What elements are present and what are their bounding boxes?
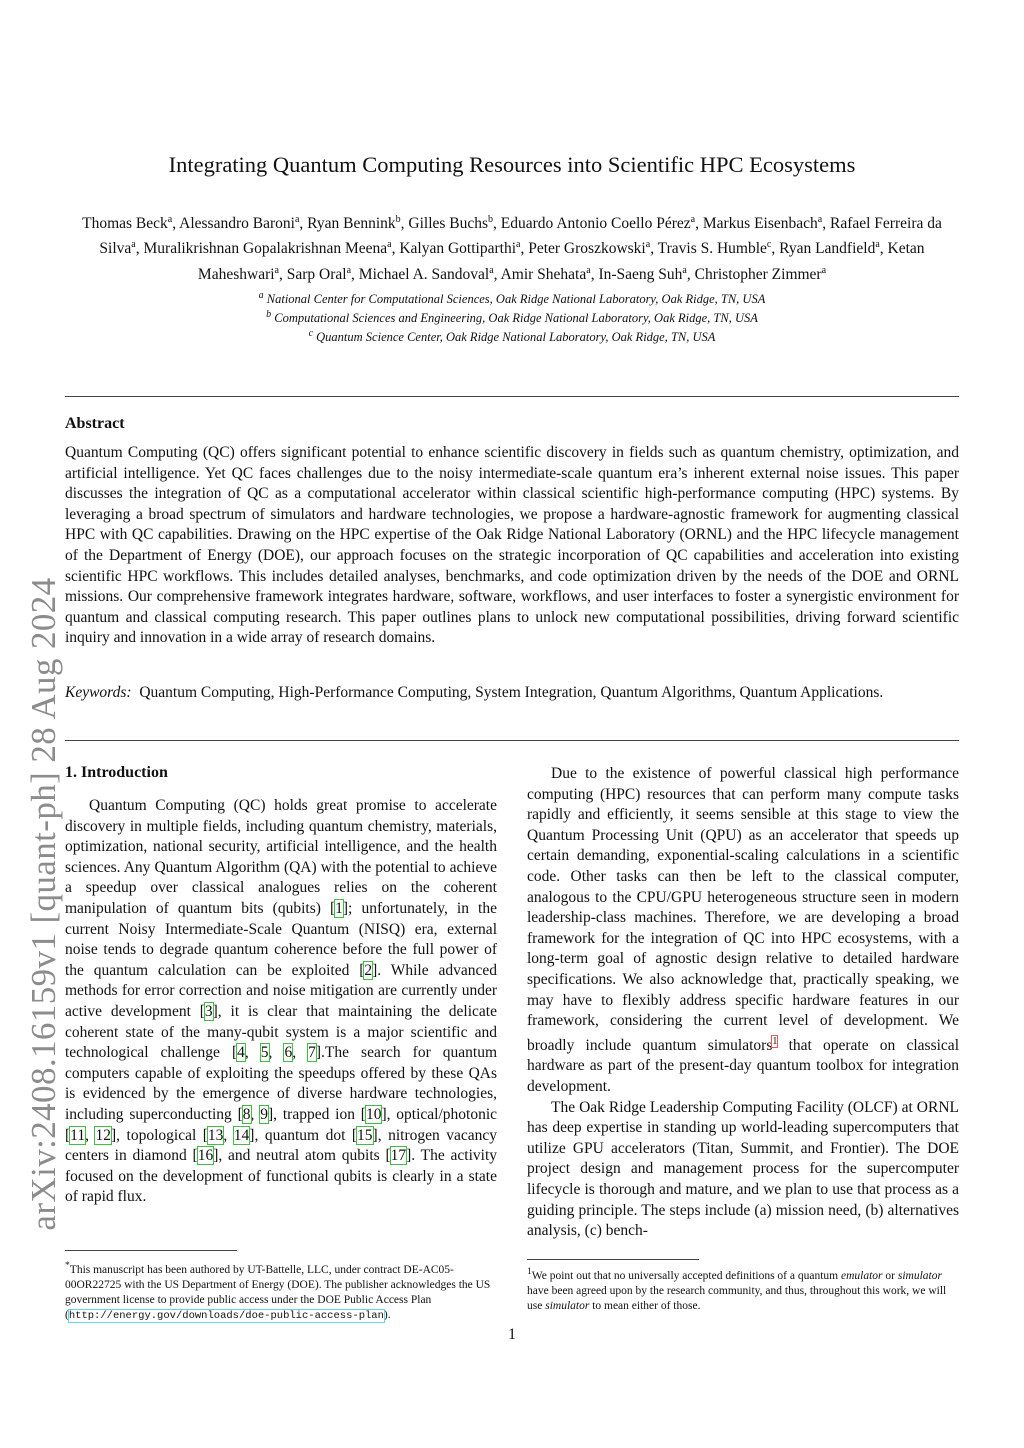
- footnote-rule-left: [65, 1250, 237, 1251]
- footnote-1: $^1$We point out that no universally accepted definitions of a quantum emulator or simulator have been agreed upon by the research community, and thus, throughout this work, we will use simulator to mean either of those.: [527, 1266, 947, 1312]
- citation-link[interactable]: 9: [260, 1105, 268, 1123]
- affiliation-c: $^c$ Quantum Science Center, Oak Ridge National Laboratory, Oak Ridge, TN, USA: [308, 328, 716, 345]
- citation-link[interactable]: 14: [233, 1126, 250, 1144]
- paper-title: Integrating Quantum Computing Resources into Scientific HPC Ecosystems: [168, 152, 856, 177]
- citation-link[interactable]: 12: [95, 1126, 111, 1144]
- keywords: [65, 683, 959, 704]
- keywords-label: Keywords:: [65, 684, 132, 701]
- citation-link[interactable]: 15: [357, 1126, 373, 1144]
- citation-link[interactable]: 16: [197, 1147, 214, 1165]
- citation-link[interactable]: 2: [364, 961, 373, 979]
- citation-link[interactable]: 6: [284, 1044, 293, 1062]
- author-list: Thomas Beck$^a$, Alessandro Baroni$^a$, Ryan Bennink$^b$, Gilles Buchs$^b$, Eduardo Antonio Coello Pérez$^a$, Markus Eisenbach$^a$, Rafael Ferreira da Silva$^a$, Muralikrishnan Gopalakrishnan Meena$^a$, Kalyan Gottiparthi$^a$, Peter Groszkowski$^a$, Travis S. Humble$^c$, Ryan Landfield$^a$, Ketan Maheshwari$^a$, Sarp Oral$^a$, Michael A. Sandoval$^a$, Amir Shehata$^a$, In-Saeng Suh$^a$, Christopher Zimmer$^a$: [82, 214, 942, 284]
- affiliation-b: $^b$ Computational Sciences and Engineering, Oak Ridge National Laboratory, Oak Ridge, TN, USA: [266, 309, 758, 326]
- arxiv-id: arXiv:2408.16159v1 [quant-ph] 28 Aug 2024: [24, 577, 63, 1231]
- citation-link[interactable]: 4: [237, 1044, 245, 1062]
- citation-link[interactable]: 10: [365, 1105, 382, 1123]
- citation-link[interactable]: 11: [70, 1126, 86, 1144]
- section-heading-introduction: 1. Introduction: [65, 764, 168, 781]
- keywords-text: Quantum Computing, High-Performance Computing, System Integration, Quantum Algorithms, Quantum Applications.: [139, 684, 884, 701]
- doe-access-plan-link[interactable]: http://energy.gov/downloads/doe-public-access-plan: [68, 1309, 384, 1322]
- page-number: 1: [508, 1326, 516, 1343]
- abstract-text: Quantum Computing (QC) offers significant potential to enhance scientific discovery in fields such as quantum chemistry, optimization, and artificial intelligence. Yet QC faces challenges due to the noisy intermediate-scale quantum era’s inherent external noise issues. This paper discusses the integration of QC as a computational accelerator within classical scientific high-performance computing (HPC) systems. By leveraging a broad spectrum of simulators and hardware technologies, we propose a hardware-agnostic framework for augmenting classical HPC with QC capabilities. Drawing on the HPC expertise of the Oak Ridge National Laboratory (ORNL) and the HPC lifecycle management of the Department of Energy (DOE), our approach focuses on the strategic incorporation of QC capabilities and acceleration into existing scientific HPC workflows. This includes detailed analyses, benchmarks, and code optimization driven by the needs of the DOE and ORNL missions. Our comprehensive framework integrates hardware, software, workflows, and user interfaces to foster a synergistic environment for quantum and classical computing research. This paper outlines plans to unlock new computational possibilities, driving forward scientific inquiry and innovation in a wide array of research domains.: [65, 444, 959, 647]
- divider-bottom: [65, 740, 959, 741]
- citation-link[interactable]: 13: [207, 1126, 224, 1144]
- affiliations: [65, 288, 959, 345]
- citation-link[interactable]: 8: [242, 1105, 251, 1123]
- affiliation-a: $^a$ National Center for Computational Sciences, Oak Ridge National Laboratory, Oak Ridge, TN, USA: [258, 290, 766, 307]
- divider-top: [65, 396, 959, 397]
- abstract-heading: Abstract: [65, 415, 125, 432]
- left-column: [65, 796, 497, 1208]
- citation-link[interactable]: 7: [308, 1044, 316, 1062]
- citation-link[interactable]: 1: [335, 899, 343, 917]
- intro-paragraph-2: Due to the existence of powerful classical high performance computing (HPC) resources that can perform many compute tasks rapidly and efficiently, it seems sensible at this stage to view the Quantum Processing Unit (QPU) as an accelerator that speeds up certain demanding, exponential-scaling calculations in a scientific code. Other tasks can then be left to the classical computer, analogous to the CPU/GPU heterogeneous structure seen in modern leadership-class machines. Therefore, we are developing a broad framework for the integration of QC into HPC ecosystems, with a long-term goal of agnostic design relative to detailed hardware specifications. We also acknowledge that, practically speaking, we may have to flexibly address specific hardware features in our framework, considering the current level of development. We broadly include quantum simulators$^1$ that operate on classical hardware as part of the present-day quantum toolbox for integration development.: [527, 765, 959, 1096]
- citation-link[interactable]: 3: [204, 1002, 213, 1020]
- footnote-star: *This manuscript has been authored by UT-Battelle, LLC, under contract DE-AC05-00OR22725 with the US Department of Energy (DOE). The publisher acknowledges the US government license to provide public access under the DOE Public Access Plan (http://energy.gov/downloads/doe-public-access-plan).: [65, 1260, 491, 1322]
- citation-link[interactable]: 5: [260, 1044, 269, 1062]
- intro-paragraph-3: The Oak Ridge Leadership Computing Facility (OLCF) at ORNL has deep expertise in standing up world-leading supercomputers that utilize GPU accelerators (Titan, Summit, and Frontier). The DOE project design and management process for the supercomputer lifecycle is thorough and mature, and we plan to use that process as a guiding principle. The steps include (a) mission need, (b) alternatives analysis, (c) bench-: [527, 1098, 959, 1240]
- right-column: [527, 764, 959, 1242]
- intro-paragraph-1: Quantum Computing (QC) holds great promise to accelerate discovery in multiple fields, including quantum chemistry, materials, optimization, national security, artificial intelligence, and the health sciences. Any Quantum Algorithm (QA) with the potential to achieve a speedup over classical analogues relies on the coherent manipulation of quantum bits (qubits) [1]; unfortunately, in the current Noisy Intermediate-Scale Quantum (NISQ) era, external noise tends to degrade quantum coherence before the full power of the quantum calculation can be exploited [2]. While advanced methods for error correction and noise mitigation are currently under active development [3], it is clear that maintaining the delicate coherent state of the many-qubit system is a major scientific and technological challenge [4, 5, 6, 7].The search for quantum computers capable of exploiting the speedups offered by these QAs is evidenced by the emergence of diverse hardware technologies, including superconducting [8, 9], trapped ion [10], optical/photonic [11, 12], topological [13, 14], quantum dot [15], nitrogen vacancy centers in diamond [16], and neutral atom qubits [17]. The activity focused on the development of functional qubits is clearly in a state of rapid flux.: [65, 797, 498, 1206]
- footnote-link[interactable]: 1: [772, 1035, 778, 1047]
- footnote-rule-right: [527, 1259, 699, 1260]
- citation-link[interactable]: 17: [390, 1147, 407, 1165]
